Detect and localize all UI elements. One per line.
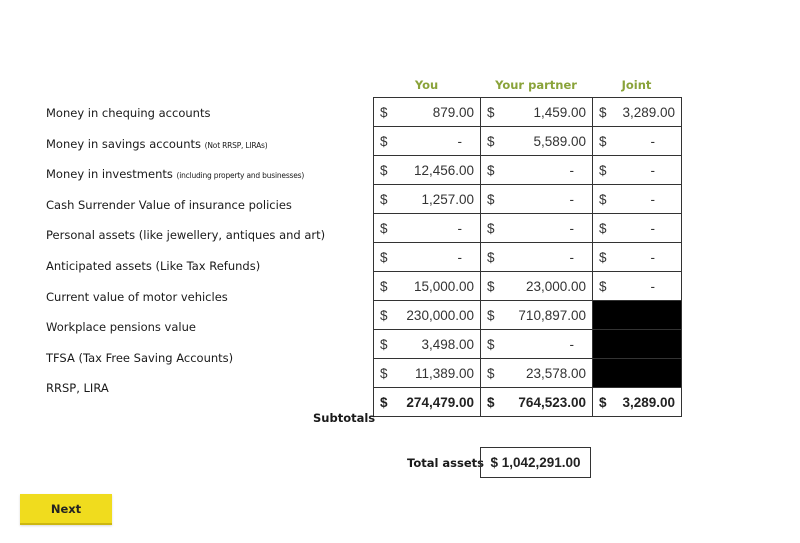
amount-value: 15,000.00	[413, 278, 474, 294]
table-row	[374, 127, 682, 156]
table-row	[374, 272, 682, 301]
amount-cell-joint[interactable]	[593, 243, 682, 272]
row-label	[46, 320, 196, 334]
currency-symbol: $	[380, 278, 388, 294]
amount-value: -	[650, 133, 655, 149]
amount-cell-joint[interactable]	[593, 127, 682, 156]
table-row	[374, 214, 682, 243]
table-row	[374, 301, 682, 330]
amount-value: -	[457, 249, 462, 265]
currency-symbol: $	[380, 394, 388, 410]
subtotals-row	[374, 388, 682, 417]
amount-value: 23,578.00	[525, 365, 586, 381]
currency-symbol: $	[380, 104, 388, 120]
amount-cell-partner[interactable]	[481, 301, 593, 330]
table-row	[374, 359, 682, 388]
currency-symbol: $	[380, 133, 388, 149]
row-label-text: Anticipated assets (Like Tax Refunds)	[46, 259, 261, 273]
currency-symbol: $	[599, 394, 607, 410]
amount-value: 3,289.00	[622, 104, 675, 120]
row-label	[46, 106, 210, 120]
table-row	[374, 243, 682, 272]
row-label-text: Money in investments	[46, 167, 173, 182]
amount-cell-partner[interactable]	[481, 214, 593, 243]
amount-value: -	[457, 133, 462, 149]
amount-value: -	[569, 336, 574, 352]
redacted-cell	[593, 301, 682, 330]
amount-cell-partner[interactable]	[481, 156, 593, 185]
amount-cell-partner[interactable]	[481, 98, 593, 127]
assets-table	[373, 97, 682, 417]
currency-symbol: $	[599, 104, 607, 120]
amount-cell-joint[interactable]	[593, 156, 682, 185]
currency-symbol: $	[380, 336, 388, 352]
next-button[interactable]: Next	[20, 494, 112, 525]
table-row	[374, 98, 682, 127]
amount-value: -	[650, 191, 655, 207]
amount-cell-partner[interactable]	[481, 127, 593, 156]
currency-symbol: $	[487, 307, 495, 323]
row-label	[46, 167, 304, 181]
currency-symbol: $	[599, 162, 607, 178]
currency-symbol: $	[380, 365, 388, 381]
amount-cell-partner[interactable]	[481, 185, 593, 214]
subtotal-cell-joint	[593, 388, 682, 417]
amount-cell-you[interactable]	[374, 185, 481, 214]
amount-value: 1,257.00	[421, 191, 474, 207]
column-header-you: You	[414, 78, 439, 92]
amount-cell-you[interactable]	[374, 301, 481, 330]
subtotal-cell-you	[374, 388, 481, 417]
row-label	[46, 290, 228, 304]
currency-symbol: $	[599, 220, 607, 236]
row-label-text: RRSP, LIRA	[46, 381, 109, 396]
amount-cell-you[interactable]	[374, 359, 481, 388]
amount-value: -	[650, 249, 655, 265]
currency-symbol: $	[487, 365, 495, 381]
row-label-note: (including property and businesses)	[176, 171, 305, 181]
currency-symbol: $	[487, 104, 495, 120]
row-label-text: TFSA (Tax Free Saving Accounts)	[46, 350, 234, 365]
amount-cell-you[interactable]	[374, 272, 481, 301]
amount-value: -	[569, 220, 574, 236]
currency-symbol: $	[487, 133, 495, 149]
amount-cell-partner[interactable]	[481, 330, 593, 359]
subtotal-value: 3,289.00	[622, 394, 675, 410]
subtotals-label: Subtotals	[313, 411, 376, 425]
amount-cell-joint[interactable]	[593, 98, 682, 127]
currency-symbol: $	[487, 191, 495, 207]
row-label-text: Money in chequing accounts	[46, 106, 211, 120]
total-assets-value: $ 1,042,291.00	[480, 447, 591, 478]
amount-value: 710,897.00	[518, 307, 586, 323]
amount-cell-joint[interactable]	[593, 185, 682, 214]
row-label	[46, 381, 109, 395]
amount-value: 879.00	[432, 104, 474, 120]
row-label-note: (Not RRSP, LIRAs)	[204, 140, 268, 150]
amount-value: -	[650, 278, 655, 294]
row-label	[46, 198, 292, 212]
amount-value: -	[569, 249, 574, 265]
currency-symbol: $	[487, 162, 495, 178]
amount-value: -	[650, 162, 655, 178]
total-assets-label: Total assets	[407, 456, 485, 470]
amount-cell-joint[interactable]	[593, 272, 682, 301]
redacted-cell	[593, 359, 682, 388]
column-header-partner: Your partner	[495, 78, 577, 92]
amount-value: 12,456.00	[413, 162, 474, 178]
amount-value: 230,000.00	[406, 307, 474, 323]
amount-value: 1,459.00	[533, 104, 586, 120]
currency-symbol: $	[380, 191, 388, 207]
redacted-cell	[593, 330, 682, 359]
table-row	[374, 185, 682, 214]
column-header-joint: Joint	[621, 78, 652, 92]
amount-cell-partner[interactable]	[481, 359, 593, 388]
amount-cell-partner[interactable]	[481, 272, 593, 301]
amount-cell-joint[interactable]	[593, 214, 682, 243]
row-label-text: Workplace pensions value	[46, 320, 196, 335]
amount-value: -	[569, 191, 574, 207]
currency-symbol: $	[487, 394, 495, 410]
currency-symbol: $	[599, 191, 607, 207]
currency-symbol: $	[380, 162, 388, 178]
amount-value: -	[457, 220, 462, 236]
amount-cell-you[interactable]	[374, 127, 481, 156]
currency-symbol: $	[599, 133, 607, 149]
amount-cell-you[interactable]	[374, 156, 481, 185]
amount-cell-you[interactable]	[374, 330, 481, 359]
row-label-text: Personal assets (like jewellery, antiques and art)	[46, 228, 326, 243]
amount-value: 3,498.00	[421, 336, 474, 352]
currency-symbol: $	[380, 307, 388, 323]
row-label	[46, 351, 233, 365]
currency-symbol: $	[380, 249, 388, 265]
amount-value: 5,589.00	[533, 133, 586, 149]
subtotal-value: 274,479.00	[406, 394, 474, 410]
table-row	[374, 330, 682, 359]
currency-symbol: $	[487, 249, 495, 265]
row-label	[46, 259, 260, 273]
amount-value: 23,000.00	[525, 278, 586, 294]
table-row	[374, 156, 682, 185]
subtotal-cell-partner	[481, 388, 593, 417]
row-label-text: Current value of motor vehicles	[46, 289, 228, 304]
currency-symbol: $	[487, 278, 495, 294]
row-label-text: Money in savings accounts	[46, 136, 202, 151]
amount-value: -	[650, 220, 655, 236]
row-label	[46, 228, 325, 242]
amount-value: 11,389.00	[414, 365, 474, 381]
row-label-text: Cash Surrender Value of insurance policies	[46, 197, 292, 212]
row-label	[46, 137, 267, 151]
currency-symbol: $	[487, 336, 495, 352]
currency-symbol: $	[599, 278, 607, 294]
currency-symbol: $	[599, 249, 607, 265]
amount-cell-partner[interactable]	[481, 243, 593, 272]
amount-cell-you[interactable]	[374, 98, 481, 127]
currency-symbol: $	[380, 220, 388, 236]
currency-symbol: $	[487, 220, 495, 236]
amount-cell-you[interactable]	[374, 214, 481, 243]
amount-value: -	[569, 162, 574, 178]
amount-cell-you[interactable]	[374, 243, 481, 272]
subtotal-value: 764,523.00	[518, 394, 586, 410]
